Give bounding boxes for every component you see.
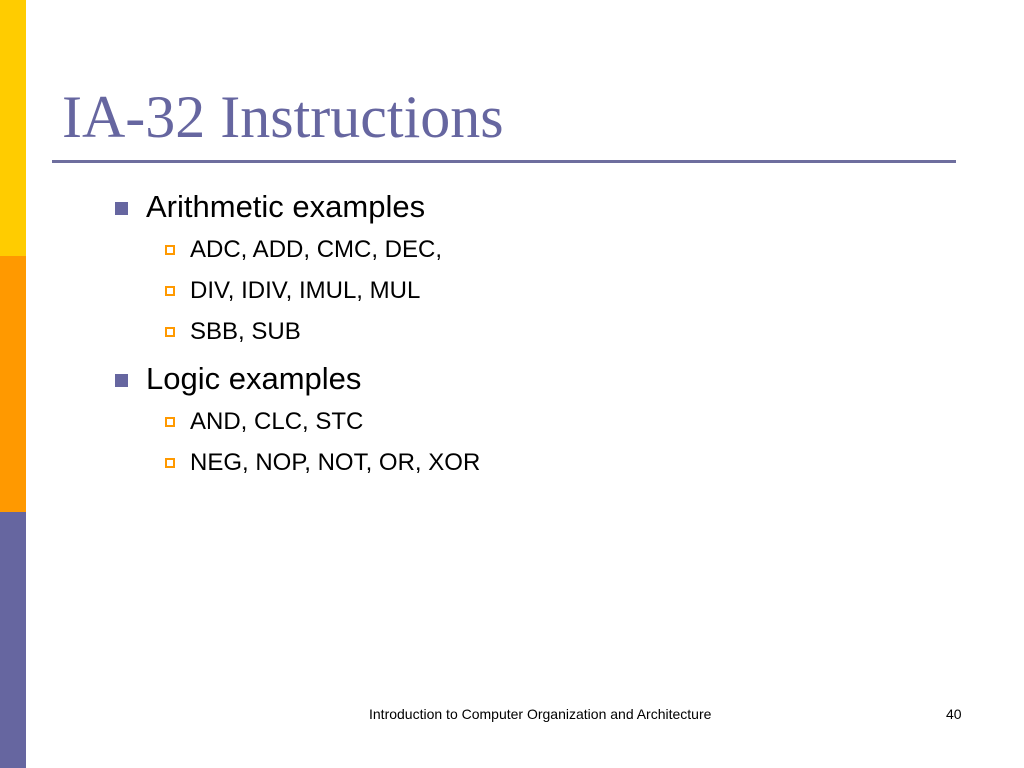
filled-square-bullet-icon bbox=[115, 374, 128, 387]
hollow-square-bullet-icon bbox=[165, 286, 175, 296]
footer-course-title: Introduction to Computer Organization and Architecture bbox=[369, 706, 712, 722]
subitem-and-clc-stc bbox=[190, 408, 363, 436]
subitem-div-idiv-imul-mul bbox=[190, 277, 420, 305]
filled-square-bullet-icon bbox=[115, 202, 128, 215]
hollow-square-bullet-icon bbox=[165, 327, 175, 337]
bullet-text: Arithmetic examples bbox=[146, 189, 426, 224]
hollow-square-bullet-icon bbox=[165, 417, 175, 427]
subitem-text: ADC, ADD, CMC, DEC, bbox=[190, 236, 443, 263]
subitem-text: DIV, IDIV, IMUL, MUL bbox=[190, 277, 421, 304]
subitem-text: NEG, NOP, NOT, OR, XOR bbox=[190, 449, 481, 476]
hollow-square-bullet-icon bbox=[165, 245, 175, 255]
bullet-logic-examples bbox=[146, 361, 361, 397]
subitem-text: AND, CLC, STC bbox=[190, 408, 364, 435]
subitem-adc-add-cmc-dec bbox=[190, 236, 442, 264]
bullet-arithmetic-examples bbox=[146, 189, 425, 225]
hollow-square-bullet-icon bbox=[165, 458, 175, 468]
slide-title: IA-32 Instructions bbox=[62, 84, 504, 150]
page-number: 40 bbox=[946, 706, 962, 722]
bullet-text: Logic examples bbox=[146, 361, 362, 396]
subitem-sbb-sub bbox=[190, 318, 301, 346]
subitem-text: SBB, SUB bbox=[190, 318, 301, 345]
subitem-neg-nop-not-or-xor bbox=[190, 449, 480, 477]
